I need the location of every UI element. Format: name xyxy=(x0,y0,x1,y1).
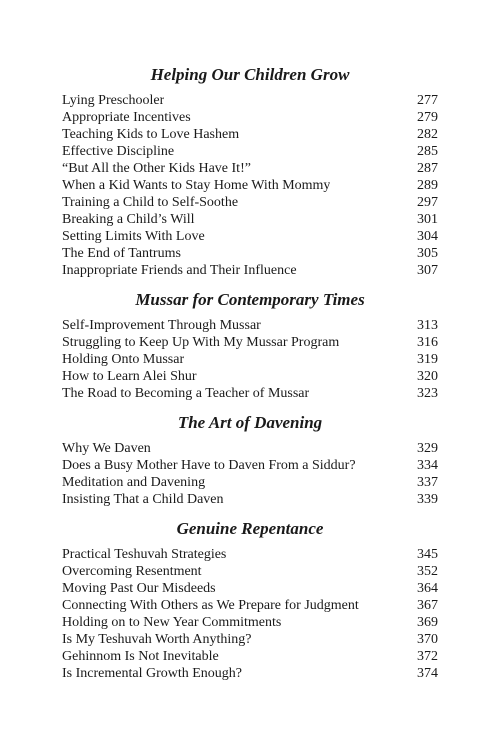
toc-list xyxy=(62,440,438,508)
section-title: Genuine Repentance xyxy=(176,519,324,538)
entry-page-number: 301 xyxy=(417,212,438,227)
entry-page-number: 279 xyxy=(417,110,438,125)
entry-page-number: 319 xyxy=(417,352,438,367)
toc-entry[interactable] xyxy=(62,631,438,648)
entry-page-number: 289 xyxy=(417,178,438,193)
toc-entry[interactable] xyxy=(62,597,438,614)
toc-entry[interactable] xyxy=(62,245,438,262)
entry-title: Appropriate Incentives xyxy=(62,110,191,125)
entry-title: Overcoming Resentment xyxy=(62,564,202,579)
toc-entry[interactable] xyxy=(62,385,438,402)
entry-page-number: 313 xyxy=(417,318,438,333)
toc-entry[interactable] xyxy=(62,262,438,279)
entry-title: When a Kid Wants to Stay Home With Mommy xyxy=(62,178,331,193)
toc-entry[interactable] xyxy=(62,563,438,580)
toc-entry[interactable] xyxy=(62,177,438,194)
toc-section xyxy=(62,518,438,682)
entry-title: Teaching Kids to Love Hashem xyxy=(62,127,240,142)
entry-title: “But All the Other Kids Have It!” xyxy=(62,161,251,176)
toc-entry[interactable] xyxy=(62,457,438,474)
toc-entry[interactable] xyxy=(62,614,438,631)
entry-title: Struggling to Keep Up With My Mussar Program xyxy=(62,335,340,350)
entry-title: Breaking a Child’s Will xyxy=(62,212,195,227)
toc-entry[interactable] xyxy=(62,334,438,351)
toc-entry[interactable] xyxy=(62,228,438,245)
entry-title: Moving Past Our Misdeeds xyxy=(62,581,216,596)
section-title: The Art of Davening xyxy=(177,413,323,432)
entry-page-number: 323 xyxy=(417,386,438,401)
entry-page-number: 334 xyxy=(417,458,438,473)
toc-entry[interactable] xyxy=(62,474,438,491)
entry-page-number: 285 xyxy=(417,144,438,159)
entry-title: Training a Child to Self-Soothe xyxy=(62,195,239,210)
entry-page-number: 307 xyxy=(417,263,438,278)
entry-page-number: 364 xyxy=(417,581,438,596)
entry-page-number: 287 xyxy=(417,161,438,176)
table-of-contents xyxy=(62,64,438,682)
toc-entry[interactable] xyxy=(62,143,438,160)
entry-page-number: 369 xyxy=(417,615,438,630)
toc-list xyxy=(62,317,438,402)
entry-title: Gehinnom Is Not Inevitable xyxy=(62,649,219,664)
toc-entry[interactable] xyxy=(62,351,438,368)
entry-title: Inappropriate Friends and Their Influence xyxy=(62,263,297,278)
toc-section xyxy=(62,412,438,508)
entry-page-number: 352 xyxy=(417,564,438,579)
entry-title: The Road to Becoming a Teacher of Mussar xyxy=(62,386,310,401)
entry-title: Insisting That a Child Daven xyxy=(62,492,224,507)
toc-entry[interactable] xyxy=(62,368,438,385)
toc-entry[interactable] xyxy=(62,491,438,508)
entry-title: Is Incremental Growth Enough? xyxy=(62,666,242,681)
section-title: Helping Our Children Grow xyxy=(150,65,350,84)
entry-page-number: 277 xyxy=(417,93,438,108)
toc-entry[interactable] xyxy=(62,440,438,457)
toc-section xyxy=(62,289,438,402)
entry-title: Connecting With Others as We Prepare for Judgment xyxy=(62,598,359,613)
entry-title: Practical Teshuvah Strategies xyxy=(62,547,227,562)
entry-title: How to Learn Alei Shur xyxy=(62,369,197,384)
entry-page-number: 305 xyxy=(417,246,438,261)
entry-title: Is My Teshuvah Worth Anything? xyxy=(62,632,252,647)
entry-page-number: 345 xyxy=(417,547,438,562)
entry-title: Why We Daven xyxy=(62,441,151,456)
section-title: Mussar for Contemporary Times xyxy=(135,290,365,309)
entry-title: Effective Discipline xyxy=(62,144,175,159)
toc-entry[interactable] xyxy=(62,317,438,334)
entry-page-number: 372 xyxy=(417,649,438,664)
entry-title: Does a Busy Mother Have to Daven From a Siddur? xyxy=(62,458,356,473)
entry-page-number: 367 xyxy=(417,598,438,613)
entry-title: Meditation and Davening xyxy=(62,475,206,490)
toc-list xyxy=(62,92,438,279)
entry-page-number: 370 xyxy=(417,632,438,647)
entry-page-number: 320 xyxy=(417,369,438,384)
toc-entry[interactable] xyxy=(62,648,438,665)
entry-title: Holding Onto Mussar xyxy=(62,352,185,367)
toc-entry[interactable] xyxy=(62,580,438,597)
entry-page-number: 374 xyxy=(417,666,438,681)
toc-entry[interactable] xyxy=(62,211,438,228)
entry-page-number: 297 xyxy=(417,195,438,210)
toc-entry[interactable] xyxy=(62,194,438,211)
entry-page-number: 339 xyxy=(417,492,438,507)
entry-page-number: 316 xyxy=(417,335,438,350)
entry-page-number: 304 xyxy=(417,229,438,244)
toc-entry[interactable] xyxy=(62,126,438,143)
entry-page-number: 282 xyxy=(417,127,438,142)
entry-title: Self-Improvement Through Mussar xyxy=(62,318,261,333)
toc-entry[interactable] xyxy=(62,665,438,682)
toc-list xyxy=(62,546,438,682)
entry-title: Setting Limits With Love xyxy=(62,229,205,244)
toc-entry[interactable] xyxy=(62,109,438,126)
entry-title: Lying Preschooler xyxy=(62,93,165,108)
entry-page-number: 337 xyxy=(417,475,438,490)
toc-entry[interactable] xyxy=(62,160,438,177)
entry-page-number: 329 xyxy=(417,441,438,456)
toc-entry[interactable] xyxy=(62,546,438,563)
toc-section xyxy=(62,64,438,279)
entry-title: Holding on to New Year Commitments xyxy=(62,615,282,630)
entry-title: The End of Tantrums xyxy=(62,246,181,261)
toc-entry[interactable] xyxy=(62,92,438,109)
